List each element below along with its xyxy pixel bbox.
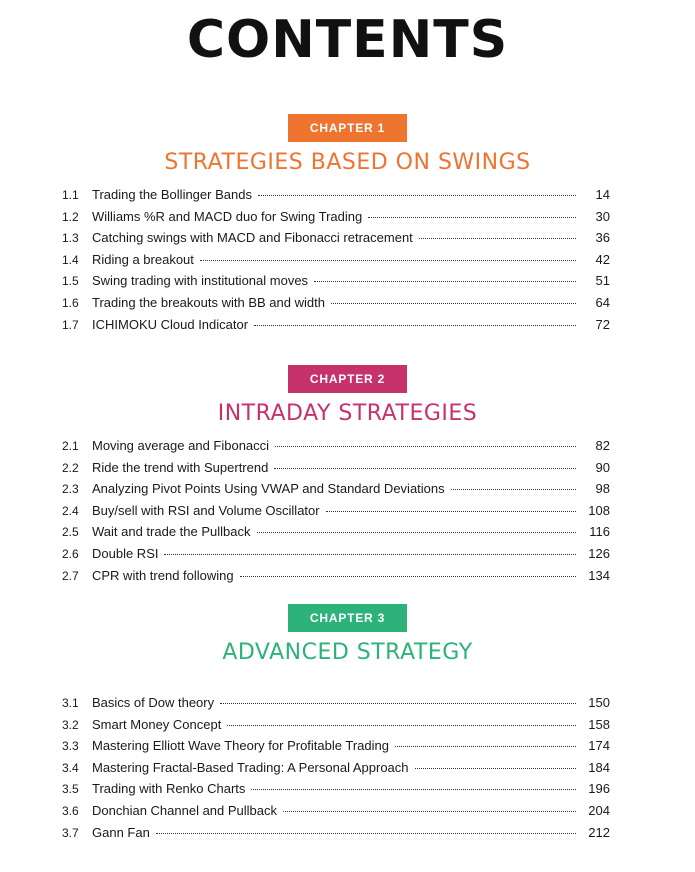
toc-entry-page: 36 (595, 230, 610, 246)
toc-entry-number: 3.1 (62, 696, 79, 710)
dot-leader (200, 260, 576, 261)
toc-entry (62, 778, 610, 800)
toc-entry (62, 478, 610, 500)
dot-leader (156, 833, 576, 834)
toc-entry (62, 714, 610, 736)
toc-list (0, 435, 695, 586)
chapter-2-section (0, 365, 695, 586)
toc-entry-title: Donchian Channel and Pullback (92, 802, 278, 818)
dot-leader (451, 489, 576, 490)
page-title: CONTENTS (186, 10, 509, 70)
toc-entry-number: 1.2 (62, 209, 79, 224)
chapter-title: ADVANCED STRATEGY (222, 640, 473, 665)
toc-entry-number: 2.4 (62, 503, 79, 518)
chapter-3-section (0, 604, 695, 843)
toc-entry-number: 3.7 (62, 825, 79, 840)
toc-entry-title: Swing trading with institutional moves (92, 273, 309, 289)
dot-leader (368, 217, 576, 218)
toc-entry-page: 51 (595, 273, 610, 289)
toc-entry-number: 2.2 (62, 460, 79, 475)
toc-entry-title: Trading the breakouts with BB and width (92, 294, 325, 310)
dot-leader (395, 746, 576, 747)
toc-entry-page: 108 (588, 502, 610, 518)
dot-leader (257, 532, 577, 533)
toc-entry (62, 735, 610, 757)
toc-entry-page: 158 (588, 716, 610, 732)
toc-entry (62, 457, 610, 479)
toc-entry (62, 521, 610, 543)
toc-entry-page: 98 (595, 481, 610, 497)
toc-entry-number: 1.4 (62, 252, 79, 267)
chapter-1-section (0, 114, 695, 335)
dot-leader (251, 789, 576, 790)
toc-entry-page: 42 (595, 251, 610, 267)
toc-entry (62, 500, 610, 522)
toc-entry-title: Double RSI (92, 545, 159, 561)
dot-leader (164, 554, 576, 555)
toc-list (0, 692, 695, 843)
chapter-badge: CHAPTER 1 (288, 114, 407, 142)
toc-entry-page: 116 (589, 524, 610, 540)
dot-leader (258, 195, 576, 196)
toc-entry-number: 1.6 (62, 295, 79, 310)
toc-entry-title: CPR with trend following (92, 567, 234, 583)
toc-entry (62, 757, 610, 779)
toc-list (0, 184, 695, 335)
dot-leader (227, 725, 576, 726)
toc-entry-page: 30 (595, 208, 610, 224)
toc-entry-title: Ride the trend with Supertrend (92, 459, 269, 475)
toc-entry-title: Trading with Renko Charts (92, 781, 246, 797)
toc-entry-number: 2.6 (62, 546, 79, 561)
dot-leader (314, 281, 576, 282)
toc-entry-page: 64 (595, 294, 610, 310)
toc-entry-number: 1.3 (62, 231, 79, 246)
dot-leader (220, 703, 576, 704)
toc-entry-page: 14 (595, 187, 610, 202)
dot-leader (254, 325, 576, 326)
toc-entry-page: 82 (595, 438, 610, 453)
dot-leader (275, 446, 576, 447)
toc-entry (62, 249, 610, 271)
toc-entry-page: 174 (588, 738, 610, 754)
toc-entry-title: Riding a breakout (92, 251, 194, 267)
toc-entry-title: Analyzing Pivot Points Using VWAP and Standard Deviations (92, 481, 445, 497)
dot-leader (331, 303, 576, 304)
toc-entry-page: 126 (588, 545, 610, 561)
toc-entry-number: 1.5 (62, 274, 79, 289)
dot-leader (283, 811, 576, 812)
toc-entry (62, 314, 610, 336)
toc-entry (62, 270, 610, 292)
toc-entry-number: 1.7 (62, 317, 79, 332)
toc-entry-number: 3.5 (62, 782, 79, 797)
toc-entry (62, 206, 610, 228)
toc-entry-title: Gann Fan (92, 824, 150, 840)
dot-leader (419, 238, 576, 239)
toc-entry (62, 800, 610, 822)
toc-entry-number: 2.1 (62, 439, 79, 453)
toc-entry-title: Wait and trade the Pullback (92, 524, 251, 540)
toc-entry-title: Williams %R and MACD duo for Swing Trading (92, 208, 363, 224)
toc-entry-number: 3.4 (62, 760, 79, 775)
toc-entry-title: ICHIMOKU Cloud Indicator (92, 316, 249, 332)
toc-entry-page: 196 (588, 781, 610, 797)
toc-entry-number: 3.2 (62, 717, 79, 732)
toc-entry (62, 227, 610, 249)
toc-entry-title: Catching swings with MACD and Fibonacci retracement (92, 230, 413, 246)
toc-entry-page: 134 (588, 567, 610, 583)
toc-entry-page: 184 (588, 759, 610, 775)
toc-entry (62, 292, 610, 314)
dot-leader (415, 768, 576, 769)
chapter-badge: CHAPTER 3 (288, 604, 407, 632)
toc-entry-title: Mastering Fractal-Based Trading: A Personal Approach (92, 759, 409, 775)
toc-entry-number: 1.1 (62, 188, 79, 202)
toc-entry-page: 204 (588, 802, 610, 818)
toc-entry-title: Moving average and Fibonacci (92, 438, 270, 453)
toc-entry-number: 2.3 (62, 482, 79, 497)
toc-entry (62, 565, 610, 587)
dot-leader (326, 511, 576, 512)
toc-entry-page: 90 (595, 459, 610, 475)
chapter-title: INTRADAY STRATEGIES (217, 401, 478, 426)
toc-entry (62, 184, 610, 206)
toc-entry-title: Trading the Bollinger Bands (92, 187, 252, 202)
toc-entry (62, 822, 610, 844)
toc-entry-number: 2.7 (62, 568, 79, 583)
toc-entry-page: 150 (588, 695, 610, 710)
toc-entry-number: 3.6 (62, 803, 79, 818)
toc-entry (62, 692, 610, 714)
toc-entry-title: Mastering Elliott Wave Theory for Profitable Trading (92, 738, 389, 754)
toc-entry-number: 2.5 (62, 525, 79, 540)
toc-entry (62, 435, 610, 457)
toc-entry-title: Smart Money Concept (92, 716, 222, 732)
toc-entry-page: 72 (595, 316, 610, 332)
toc-entry-page: 212 (588, 824, 610, 840)
dot-leader (240, 576, 576, 577)
chapter-title: STRATEGIES BASED ON SWINGS (164, 150, 531, 175)
toc-entry (62, 543, 610, 565)
chapter-badge: CHAPTER 2 (288, 365, 407, 393)
toc-entry-title: Buy/sell with RSI and Volume Oscillator (92, 502, 320, 518)
dot-leader (274, 468, 576, 469)
toc-entry-title: Basics of Dow theory (92, 695, 215, 710)
toc-entry-number: 3.3 (62, 739, 79, 754)
